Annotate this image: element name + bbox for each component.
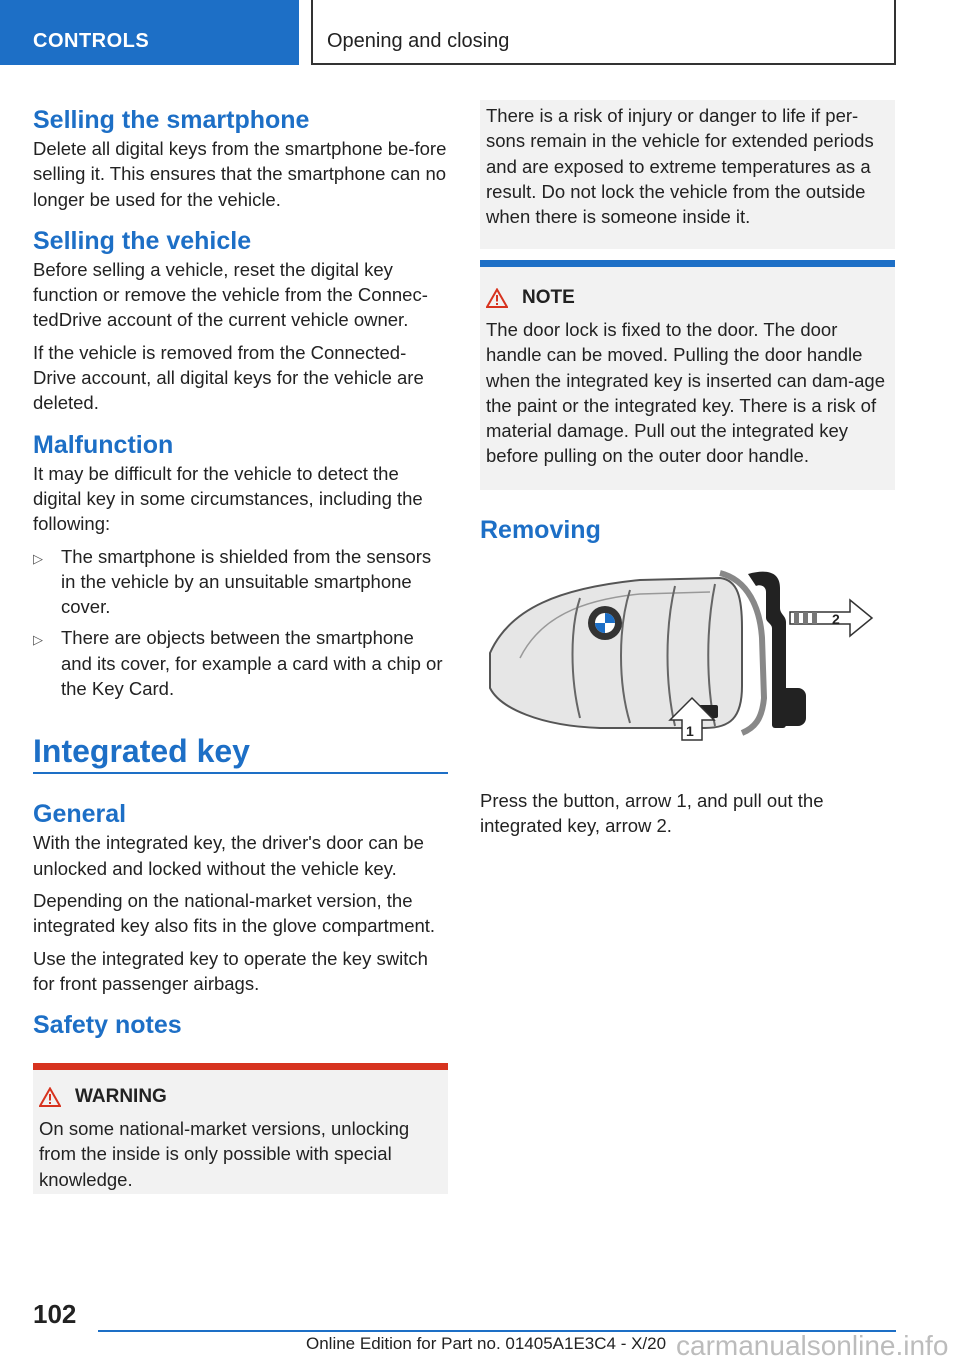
- malfunction-list: [33, 544, 448, 702]
- note-box: [480, 260, 895, 490]
- paragraph-removing: Press the button, arrow 1, and pull out the integrated key, arrow 2.: [480, 790, 824, 837]
- heading-integrated-key: Integrated key: [33, 733, 250, 770]
- arrow-right-icon: [790, 600, 872, 636]
- edition-info: Online Edition for Part no. 01405A1E3C4 - X/20: [306, 1334, 667, 1353]
- paragraph-selling-vehicle-1: Before selling a vehicle, reset the digital key function or remove the vehicle from the Connec-tedDrive account of the current vehicle owner.: [33, 258, 428, 331]
- left-column: [33, 100, 448, 1194]
- heading-safety-notes: Safety notes: [33, 1011, 182, 1040]
- chapter-title: Opening and closing: [327, 30, 510, 52]
- paragraph-general-2: Depending on the national-market version, the integrated key also fits in the glove compartment.: [33, 889, 436, 937]
- heading-removing: Removing: [480, 516, 601, 544]
- list-item: ▷ There are objects between the smartphone and its cover, for example a card with a chip or the Key Card.: [33, 625, 448, 701]
- note-title: NOTE: [522, 287, 575, 308]
- heading-selling-vehicle: Selling the vehicle: [33, 226, 252, 255]
- warning-title: WARNING: [75, 1086, 167, 1108]
- heading-general: General: [33, 800, 127, 829]
- section-tab: [0, 0, 299, 65]
- arrow-1-label: 1: [686, 723, 694, 739]
- arrow-2-label: 2: [832, 611, 840, 627]
- warning-text: On some national-market versions, unlocking from the inside is only possible with special knowledge.: [39, 1118, 410, 1190]
- list-item: ▷ The smartphone is shielded from the sensors in the vehicle by an unsuitable smartphone cover.: [33, 544, 448, 620]
- warning-box-continued: [480, 100, 895, 249]
- warning-continued-text: There is a risk of injury or danger to life if per-sons remain in the vehicle for extended periods and are exposed to extreme temperatures as a result. Do not lock the vehicle from the outside when there is someone inside it.: [486, 105, 874, 228]
- paragraph-general-1: With the integrated key, the driver's door can be unlocked and locked without the vehicle key.: [33, 832, 424, 879]
- heading-malfunction: Malfunction: [33, 430, 174, 459]
- warning-triangle-icon: [486, 288, 508, 308]
- paragraph-selling-smartphone: Delete all digital keys from the smartphone be-fore selling it. This ensures that the smartphone can no longer be used for the vehicle.: [33, 138, 447, 210]
- right-column: [480, 100, 895, 839]
- paragraph-malfunction: It may be difficult for the vehicle to detect the digital key in some circumstances, including the following:: [33, 462, 423, 535]
- chapter-tab: [311, 0, 896, 65]
- page-number: 102: [33, 1299, 77, 1329]
- paragraph-selling-vehicle-2: If the vehicle is removed from the Connected-Drive account, all digital keys for the vehicle are deleted.: [33, 341, 424, 414]
- warning-bar: [33, 1063, 448, 1070]
- heading-selling-smartphone: Selling the smartphone: [33, 106, 310, 134]
- bullet-triangle-icon: ▷: [33, 632, 43, 648]
- warning-box: [33, 1063, 448, 1194]
- section-divider: [33, 772, 448, 774]
- section-title: CONTROLS: [33, 30, 150, 52]
- key-removal-illustration: [480, 568, 880, 748]
- paragraph-general-3: Use the integrated key to operate the key switch for front passenger airbags.: [33, 947, 428, 994]
- note-bar: [480, 260, 895, 267]
- warning-triangle-icon: [39, 1087, 61, 1107]
- bullet-triangle-icon: ▷: [33, 550, 43, 566]
- watermark-text: carmanualsonline.info: [676, 1330, 949, 1361]
- note-text: The door lock is fixed to the door. The door handle can be moved. Pulling the door handle when the integrated key is inserted can dam-age the paint or the integrated key. There is a risk of material damage. Pull out the integrated key before pulling on the outer door handle.: [486, 319, 886, 467]
